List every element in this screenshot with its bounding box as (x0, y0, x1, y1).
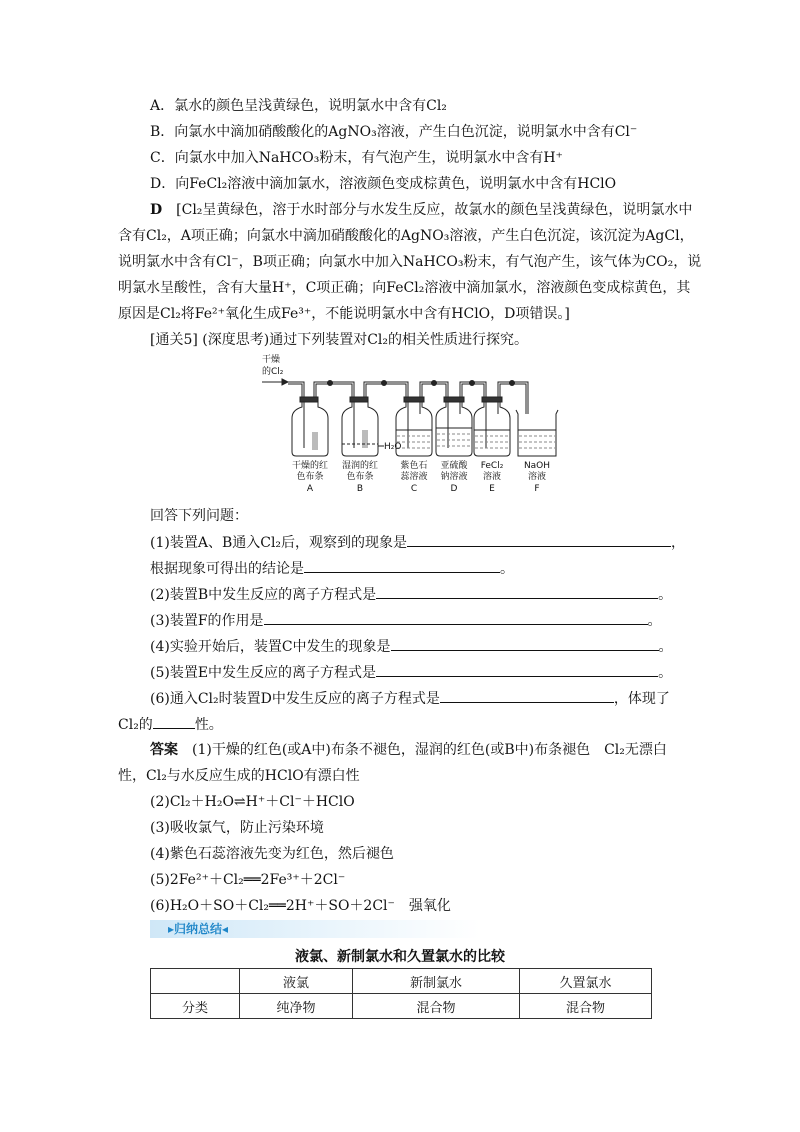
question-6: (6)通入Cl₂时装置D中发生反应的离子方程式是 ，体现了 (150, 688, 670, 709)
comparison-table (150, 968, 652, 1019)
gas-label-2: 的Cl₂ (262, 367, 284, 377)
option-b: B．向氯水中滴加硝酸酸化的AgNO₃溶液，产生白色沉淀，说明氯水中含有Cl⁻ (150, 124, 638, 140)
svg-text:C: C (410, 484, 418, 494)
explanation-line-3: 说明氯水中含有Cl⁻，B项正确；向氯水中加入NaHCO₃粉末，有气泡产生，该气体为CO₂，说 (118, 254, 702, 270)
table-cell: 混合物 (520, 994, 652, 1019)
question-header: [通关5] (深度思考)通过下列装置对Cl₂的相关性质进行探究。 (150, 332, 529, 348)
question-1: (1)装置A、B通入Cl₂后，观察到的现象是 ， (150, 532, 685, 553)
table-row (151, 994, 652, 1019)
table-header-cell (151, 969, 240, 994)
answer-line-1: 答案 (1)干燥的红色(或A中)布条不褪色，湿润的红色(或B中)布条褪色 Cl₂无漂白 (150, 742, 667, 758)
answer-3: (3)吸收氯气，防止污染环境 (150, 820, 324, 836)
answer-label: 答案 (150, 742, 178, 758)
svg-text:E: E (489, 484, 495, 494)
answer-line-1-cont: 性，Cl₂与水反应生成的HClO有漂白性 (118, 768, 360, 784)
svg-text:色布条: 色布条 (346, 472, 374, 482)
table-header-cell: 久置氯水 (520, 969, 652, 994)
answer-blank[interactable] (440, 688, 614, 703)
bottle-a-label: 干燥的红 (291, 461, 329, 471)
bottle-d-label: 亚硫酸 (440, 461, 468, 471)
explanation-line-1: D [Cl₂呈黄绿色，溶于水时部分与水发生反应，故氯水的颜色呈浅黄绿色，说明氯水中 (150, 202, 693, 218)
question-4: (4)实验开始后，装置C中发生的现象是 。 (150, 636, 673, 657)
option-d: D．向FeCl₂溶液中滴加氯水，溶液颜色变成棕黄色，说明氯水中含有HClO (150, 176, 617, 192)
answer-blank[interactable] (376, 662, 658, 677)
questions-prompt: 回答下列问题： (150, 508, 248, 524)
svg-text:F: F (534, 484, 540, 494)
apparatus-diagram (260, 352, 570, 498)
summary-title: 液氯、新制氯水和久置氯水的比较 (295, 949, 505, 965)
svg-text:溶液: 溶液 (527, 472, 547, 482)
water-label: H₂O (384, 442, 402, 452)
answer-letter: D (150, 202, 163, 218)
question-3: (3)装置F的作用是 。 (150, 610, 662, 631)
answer-blank[interactable] (376, 584, 658, 599)
answer-blank[interactable] (407, 532, 671, 547)
bottle-b-label: 湿润的红 (341, 461, 379, 471)
svg-text:D: D (450, 484, 458, 494)
table-header-cell: 液氯 (240, 969, 353, 994)
option-c: C．向氯水中加入NaHCO₃粉末，有气泡产生，说明氯水中含有H⁺ (150, 150, 563, 166)
beaker-f-label: NaOH (523, 461, 551, 471)
answer-blank[interactable] (264, 610, 648, 625)
table-cell: 混合物 (353, 994, 520, 1019)
svg-text:钠溶液: 钠溶液 (440, 472, 468, 482)
svg-text:A: A (306, 484, 314, 494)
table-cell: 分类 (151, 994, 240, 1019)
answer-blank[interactable] (153, 714, 195, 729)
svg-text:蕊溶液: 蕊溶液 (400, 472, 428, 482)
question-5: (5)装置E中发生反应的离子方程式是 。 (150, 662, 672, 683)
question-1-conclusion: 根据现象可得出的结论是 。 (150, 558, 514, 579)
explanation-line-2: 含有Cl₂，A项正确；向氯水中滴加硝酸酸化的AgNO₃溶液，产生白色沉淀，该沉淀为AgCl， (118, 228, 694, 244)
answer-5: (5)2Fe²⁺＋Cl₂══2Fe³⁺＋2Cl⁻ (150, 872, 346, 888)
answer-blank[interactable] (391, 636, 659, 651)
table-cell: 纯净物 (240, 994, 353, 1019)
summary-tag: ▸归纳总结◂ (150, 920, 480, 938)
explanation-line-4: 明氯水呈酸性，含有大量H⁺，C项正确；向FeCl₂溶液中滴加氯水，溶液颜色变成棕黄色，其 (118, 280, 691, 296)
bottle-c-label: 紫色石 (400, 461, 428, 471)
answer-2: (2)Cl₂＋H₂O⇌H⁺＋Cl⁻＋HClO (150, 794, 355, 810)
question-6-cont: Cl₂的 性。 (118, 714, 223, 735)
gas-label-1: 干燥 (262, 355, 281, 365)
bottle-e-label: FeCl₂ (480, 461, 504, 471)
answer-6: (6)H₂O＋SO＋Cl₂══2H⁺＋SO＋2Cl⁻ 强氧化 (150, 898, 451, 914)
option-a: A．氯水的颜色呈浅黄绿色，说明氯水中含有Cl₂ (150, 98, 447, 114)
svg-text:B: B (356, 484, 364, 494)
question-2: (2)装置B中发生反应的离子方程式是 。 (150, 584, 672, 605)
svg-text:色布条: 色布条 (296, 472, 324, 482)
explanation-line-5: 原因是Cl₂将Fe²⁺氧化生成Fe³⁺，不能说明氯水中含有HClO，D项错误。] (118, 306, 570, 322)
answer-4: (4)紫色石蕊溶液先变为红色，然后褪色 (150, 846, 394, 862)
table-header-cell: 新制氯水 (353, 969, 520, 994)
answer-blank[interactable] (304, 558, 500, 573)
table-header-row (151, 969, 652, 994)
svg-text:溶液: 溶液 (482, 472, 502, 482)
